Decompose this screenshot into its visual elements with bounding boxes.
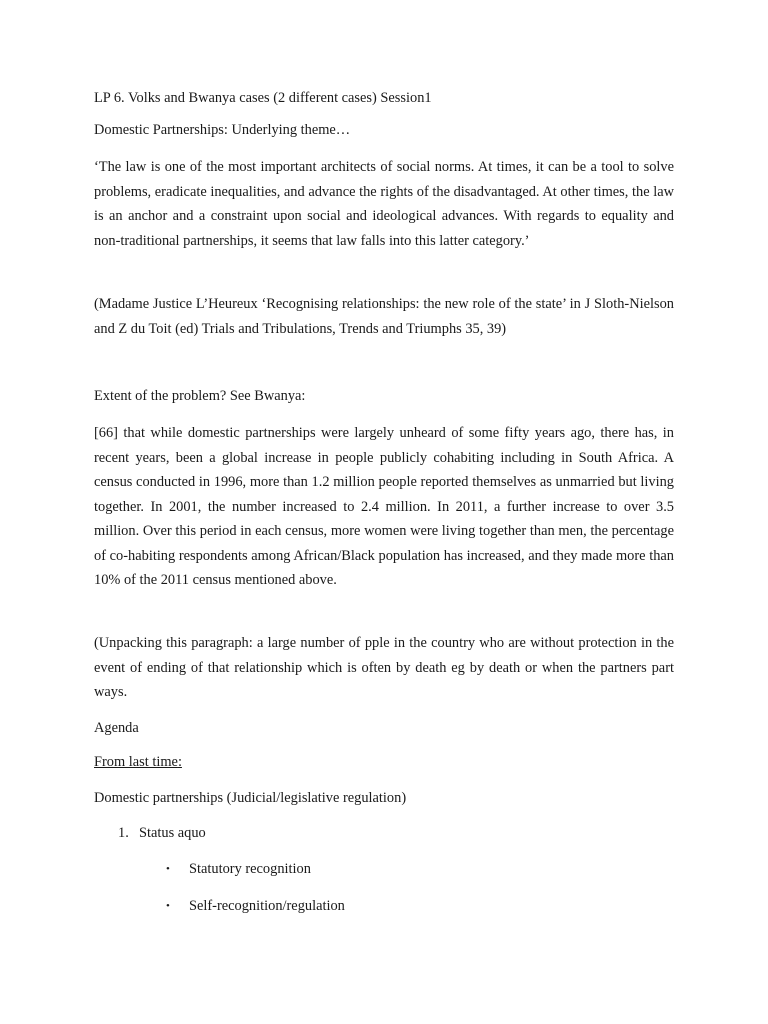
bullet-text: Statutory recognition — [189, 861, 311, 877]
from-last-time-text: From last time — [94, 754, 178, 770]
paragraph-66: [66] that while domestic partnerships were largely unheard of some fifty years ago, there has, in recent years, been a global increase in people publicly cohabiting including in South Africa. A census conducted in 1996, more than 1.2 million people reported themselves as unmarried but living together. In 2001, the number increased to 2.4 million. In 2011, a further increase to over 3.5 million. Over this period in each census, more women were living together than men, the percentage of co-habiting respondents among African/Black population has increased, and they made more than 10% of the 2011 census mentioned above. — [94, 425, 674, 588]
bullet-text: Self-recognition/regulation — [189, 898, 345, 914]
lp-heading: LP 6. Volks and Bwanya cases (2 different cases) Session1 — [94, 90, 432, 106]
domestic-partnerships-regulation: Domestic partnerships (Judicial/legislative regulation) — [94, 790, 407, 806]
underlying-theme: Domestic Partnerships: Underlying theme… — [94, 122, 351, 138]
from-last-time — [94, 750, 674, 775]
list-item-text: Status aquo — [139, 825, 206, 841]
numbered-list-item — [118, 821, 206, 846]
citation-paragraph: (Madame Justice L’Heureux ‘Recognising relationships: the new role of the state’ in J Sloth-Nielson and Z du Toit (ed) Trials and Tribulations, Trends and Triumphs 35, 39) — [94, 296, 674, 337]
from-last-time-colon: : — [177, 754, 182, 770]
list-number: 1. — [118, 825, 129, 841]
extent-of-problem: Extent of the problem? See Bwanya: — [94, 388, 306, 404]
bullet-icon: • — [166, 900, 170, 912]
agenda-label: Agenda — [94, 720, 139, 736]
bullet-item — [166, 894, 345, 919]
quote-paragraph: ‘The law is one of the most important architects of social norms. At times, it can be a tool to solve problems, eradicate inequalities, and advance the rights of the disadvantaged. At other times, the law is an anchor and a constraint upon social and ideological advances. With regards to equality and non-traditional partnerships, it seems that law falls into this latter category.’ — [94, 159, 674, 249]
bullet-item — [166, 857, 311, 882]
bullet-icon: • — [166, 863, 170, 875]
unpacking-paragraph: (Unpacking this paragraph: a large number of pple in the country who are without protection in the event of ending of that relationship which is often by death eg by death or when the partners part ways. — [94, 635, 674, 700]
